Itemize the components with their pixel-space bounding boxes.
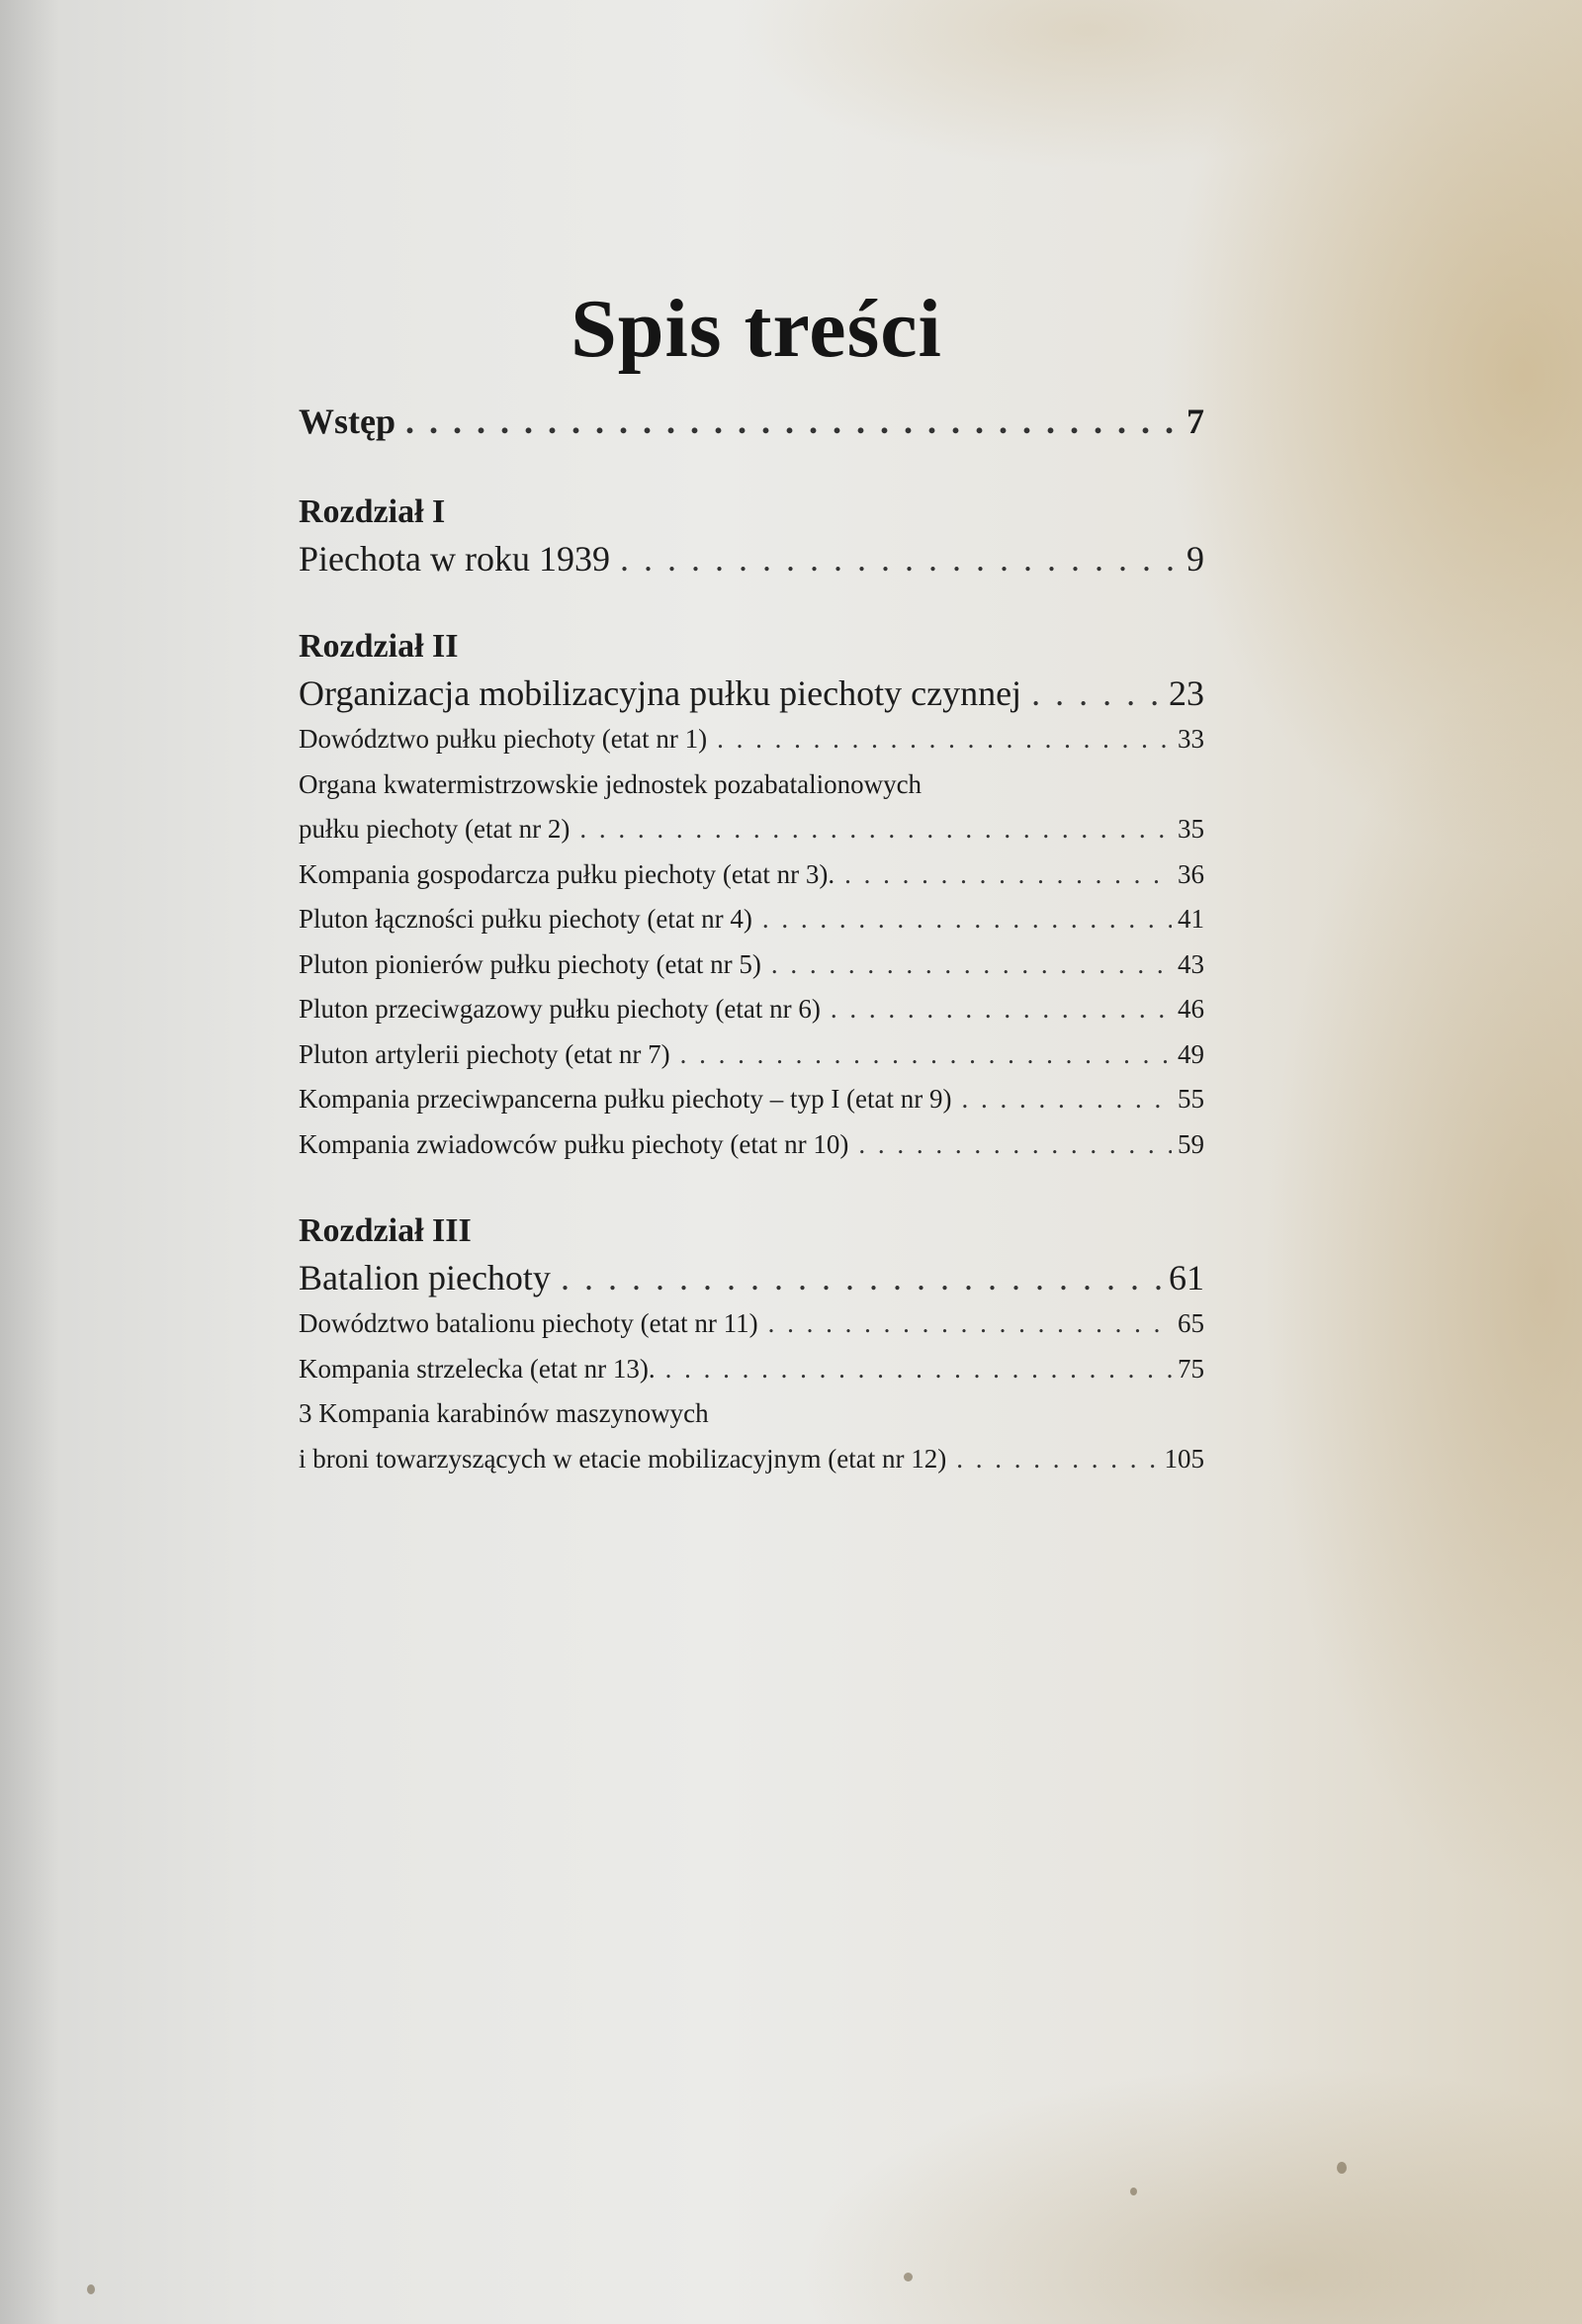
- chapter-title: Batalion piechoty: [299, 1258, 551, 1297]
- dot-leader: [771, 942, 1172, 988]
- toc-entry[interactable]: [299, 942, 1204, 988]
- dot-leader: [579, 807, 1172, 852]
- toc-entry-text: Kompania gospodarcza pułku piechoty (etat nr 3).: [299, 858, 835, 889]
- dot-leader: [405, 401, 1181, 442]
- toc-page-number: 75: [1178, 1353, 1204, 1384]
- dot-leader: [620, 535, 1181, 582]
- toc-entry[interactable]: [299, 897, 1204, 942]
- dot-leader: [762, 897, 1172, 942]
- chapter-label: Rozdział I: [299, 493, 446, 530]
- toc-entry-text: Dowództwo batalionu piechoty (etat nr 11): [299, 1308, 758, 1338]
- toc-page-number: 46: [1178, 994, 1204, 1024]
- dot-leader: [561, 1254, 1163, 1301]
- toc-page-number: 9: [1186, 539, 1204, 579]
- dot-leader: [956, 1437, 1158, 1482]
- toc-page-number: 36: [1178, 858, 1204, 889]
- toc-page-number: 55: [1178, 1084, 1204, 1114]
- toc-entry[interactable]: [299, 1347, 1204, 1392]
- toc-page-number: 49: [1178, 1038, 1204, 1069]
- toc-entry-text: Kompania przeciwpancerna pułku piechoty – typ I (etat nr 9): [299, 1084, 952, 1114]
- toc-entry-chapter-title[interactable]: [299, 670, 1204, 717]
- toc-entry[interactable]: [299, 1077, 1204, 1122]
- toc-entry-text: Pluton przeciwgazowy pułku piechoty (etat nr 6): [299, 994, 821, 1024]
- table-of-contents: [299, 401, 1204, 1481]
- toc-entry-multiline[interactable]: [299, 1391, 1204, 1481]
- chapter-title: Piechota w roku 1939: [299, 539, 610, 579]
- chapter-3: [299, 1208, 1204, 1481]
- toc-entry-multiline[interactable]: [299, 762, 1204, 852]
- toc-page-number: 35: [1178, 814, 1204, 844]
- toc-entry-text: Kompania strzelecka (etat nr 13).: [299, 1353, 656, 1384]
- dot-leader: [858, 1122, 1172, 1168]
- chapter-label: Rozdział II: [299, 628, 459, 665]
- toc-entry-text: pułku piechoty (etat nr 2): [299, 814, 571, 844]
- dot-leader: [962, 1077, 1173, 1122]
- dot-leader: [831, 987, 1172, 1032]
- toc-entry[interactable]: [299, 1032, 1204, 1078]
- toc-page-number: 33: [1178, 724, 1204, 754]
- paper-stain: [1337, 2162, 1347, 2174]
- paper-stain: [87, 2284, 95, 2294]
- toc-page-number: 23: [1169, 673, 1204, 713]
- toc-entry-text: Pluton pionierów pułku piechoty (etat nr 5): [299, 948, 761, 979]
- paper-stain: [1130, 2188, 1137, 2195]
- dot-leader: [1031, 670, 1163, 717]
- toc-page-number: 43: [1178, 948, 1204, 979]
- toc-entry-text-line1: 3 Kompania karabinów maszynowych: [299, 1398, 709, 1428]
- toc-entry: [299, 807, 1204, 852]
- dot-leader: [768, 1301, 1172, 1347]
- toc-entry-intro[interactable]: [299, 401, 1204, 442]
- toc-entry-label: Wstęp: [299, 402, 396, 441]
- toc-entry-text: Pluton łączności pułku piechoty (etat nr 4): [299, 904, 752, 934]
- toc-entry-chapter-title[interactable]: [299, 1254, 1204, 1301]
- dot-leader: [717, 717, 1172, 762]
- toc-entry[interactable]: [299, 1122, 1204, 1168]
- toc-entry-text: Kompania zwiadowców pułku piechoty (etat nr 10): [299, 1128, 849, 1159]
- toc-page-number: 65: [1178, 1308, 1204, 1338]
- dot-leader: [680, 1032, 1172, 1078]
- toc-entry-text: Dowództwo pułku piechoty (etat nr 1): [299, 724, 708, 754]
- dot-leader: [844, 852, 1172, 898]
- toc-entry-text-line1: Organa kwatermistrzowskie jednostek pozabatalionowych: [299, 768, 923, 799]
- toc-entry[interactable]: [299, 852, 1204, 898]
- toc-page-number: 105: [1164, 1443, 1204, 1474]
- toc-entry[interactable]: [299, 717, 1204, 762]
- toc-page-number: 7: [1186, 402, 1204, 441]
- chapter-title: Organizacja mobilizacyjna pułku piechoty czynnej: [299, 673, 1022, 713]
- toc-entry[interactable]: [299, 987, 1204, 1032]
- paper-stain: [904, 2273, 913, 2281]
- toc-page-number: 61: [1169, 1258, 1204, 1297]
- toc-entry-text: i broni towarzyszących w etacie mobilizacyjnym (etat nr 12): [299, 1443, 947, 1474]
- toc-page-number: 59: [1178, 1128, 1204, 1159]
- toc-entry-chapter-title[interactable]: [299, 535, 1204, 582]
- toc-entry: [299, 1437, 1204, 1482]
- chapter-label: Rozdział III: [299, 1212, 472, 1249]
- toc-entry-text: Pluton artylerii piechoty (etat nr 7): [299, 1038, 670, 1069]
- chapter-1: [299, 490, 1204, 582]
- toc-entry[interactable]: [299, 1301, 1204, 1347]
- page-title: Spis treści: [571, 283, 942, 376]
- chapter-2: [299, 624, 1204, 1167]
- toc-page-number: 41: [1178, 904, 1204, 934]
- dot-leader: [665, 1347, 1172, 1392]
